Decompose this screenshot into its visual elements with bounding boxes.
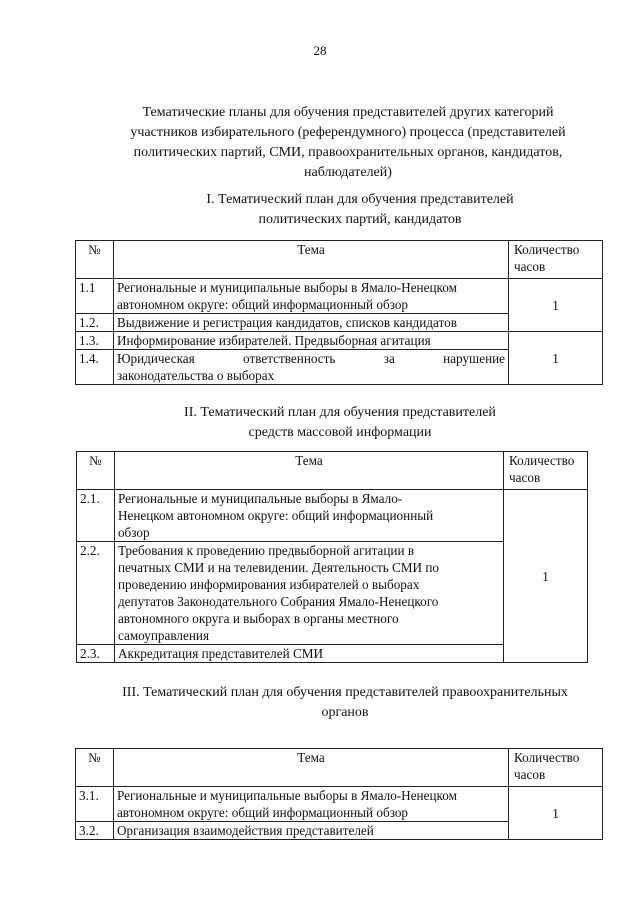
row-topic-line: законодательства о выборах: [116, 368, 275, 383]
header-num: №: [76, 241, 114, 279]
row-topic-line: обзор: [117, 525, 150, 540]
row-topic: [113, 332, 508, 350]
row-topic-line: автономного округа и выборах в органы местного: [117, 611, 399, 626]
row-topic-line: Выдвижение и регистрация кандидатов, списков кандидатов: [116, 315, 457, 330]
header-num: №: [77, 452, 115, 490]
row-number: 2.3.: [77, 645, 115, 663]
page-number: 28: [313, 43, 327, 58]
row-topic: [114, 645, 503, 663]
row-hours: 1: [509, 332, 603, 385]
row-number: 2.2.: [77, 542, 115, 645]
section-1-title: [150, 190, 570, 230]
row-topic: [113, 822, 508, 840]
section-3-title: [95, 683, 595, 723]
document-title-line: политических партий, СМИ, правоохранительных органов, кандидатов,: [133, 145, 563, 160]
document-title-line: наблюдателей): [304, 165, 392, 180]
row-topic-line: Требования к проведению предвыборной агитации в: [117, 543, 415, 558]
row-topic-line: автономном округе: общий информационный обзор: [116, 805, 409, 820]
section-1-title-line: I. Тематический план для обучения представителей: [206, 192, 514, 207]
row-topic: [113, 350, 508, 385]
header-topic: Тема: [113, 749, 508, 787]
row-topic-line: Региональные и муниципальные выборы в Ямало-: [117, 491, 403, 506]
row-number: 1.3.: [76, 332, 114, 350]
row-topic-line: самоуправления: [117, 628, 210, 643]
row-topic-line: автономном округе: общий информационный обзор: [116, 297, 409, 312]
row-hours: 1: [504, 490, 588, 663]
row-number: 1.2.: [76, 314, 114, 332]
document-title-line: Тематические планы для обучения представителей других категорий: [142, 105, 554, 120]
header-topic: Тема: [114, 452, 503, 490]
header-topic: Тема: [113, 241, 508, 279]
header-hours: Количество часов: [509, 241, 603, 279]
row-number: 3.1.: [76, 787, 114, 822]
row-topic-line: печатных СМИ и на телевидении. Деятельность СМИ по: [117, 560, 440, 575]
row-topic: [114, 490, 503, 542]
row-number: 1.4.: [76, 350, 114, 385]
row-topic-line: Аккредитация представителей СМИ: [117, 646, 323, 661]
row-topic-line: проведению информирования избирателей о выборах: [117, 577, 420, 592]
row-topic-line: Региональные и муниципальные выборы в Ямало-Ненецком: [116, 788, 457, 803]
row-topic-line: Информирование избирателей. Предвыборная агитация: [116, 333, 431, 348]
row-topic: [113, 314, 508, 332]
row-number: 1.1: [76, 279, 114, 314]
row-topic-line: Юридическая ответственность за нарушение: [116, 351, 506, 366]
section-3-table: [75, 748, 603, 840]
header-hours: Количество часов: [504, 452, 588, 490]
row-topic-line: депутатов Законодательного Собрания Ямало-Ненецкого: [117, 594, 439, 609]
row-topic-line: Ненецком автономном округе: общий информационный: [117, 508, 434, 523]
header-hours: Количество часов: [509, 749, 603, 787]
section-1-table: [75, 240, 603, 385]
row-topic: [113, 279, 508, 314]
row-number: 2.1.: [77, 490, 115, 542]
section-2-table: [76, 451, 588, 663]
row-hours: 1: [509, 787, 603, 840]
section-3-title-line: III. Тематический план для обучения представителей правоохранительных: [122, 685, 568, 700]
row-number: 3.2.: [76, 822, 114, 840]
header-num: №: [76, 749, 114, 787]
row-topic: [114, 542, 503, 645]
document-title: [108, 103, 588, 183]
section-1-title-line: политических партий, кандидатов: [258, 212, 462, 227]
document-title-line: участников избирательного (референдумного) процесса (представителей: [130, 125, 566, 140]
section-2-title-line: II. Тематический план для обучения представителей: [184, 405, 496, 420]
section-2-title: [130, 403, 550, 443]
section-3-title-line: органов: [321, 705, 369, 720]
row-topic: [113, 787, 508, 822]
row-topic-line: Региональные и муниципальные выборы в Ямало-Ненецком: [116, 280, 457, 295]
section-2-title-line: средств массовой информации: [248, 425, 432, 440]
row-hours: 1: [509, 279, 603, 332]
row-topic-line: Организация взаимодействия представителей: [116, 823, 374, 838]
